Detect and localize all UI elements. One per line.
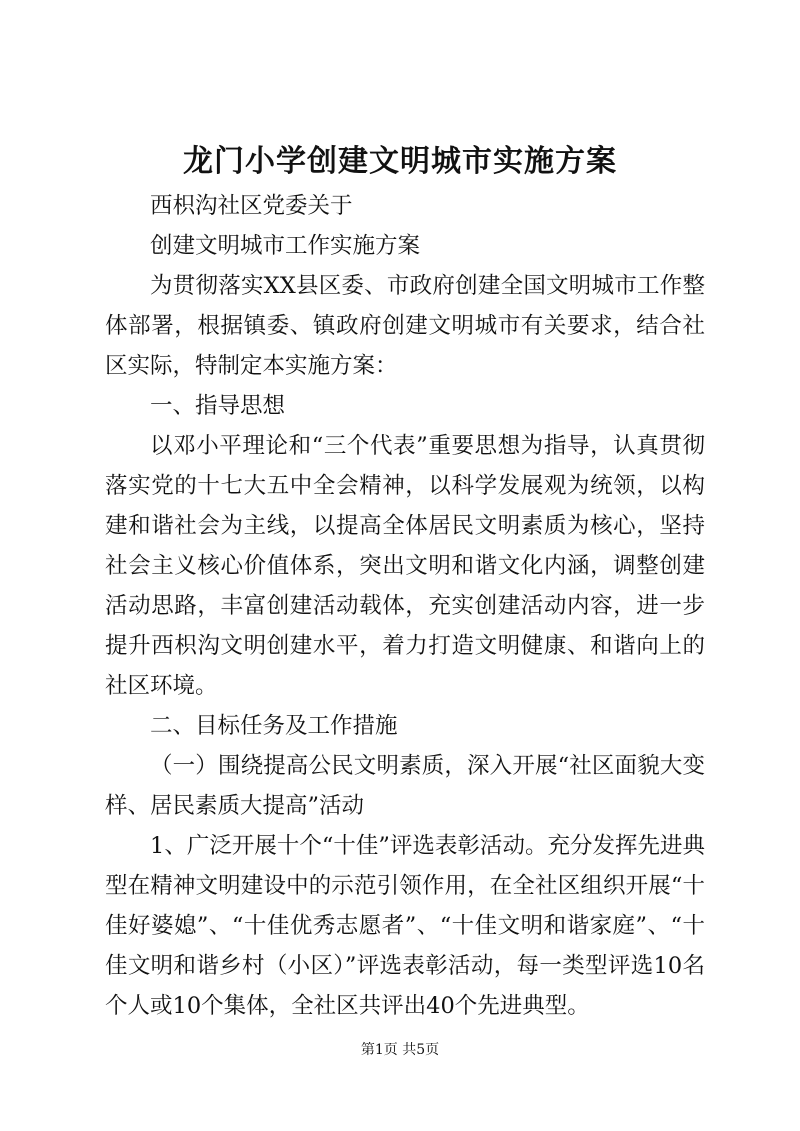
subsection-heading-1: （一）围绕提高公民文明素质，深入开展“社区面貌大变样、居民素质大提高”活动 [105,753,705,819]
section-heading-guiding-ideology: 一、指导思想 [150,393,286,419]
document-title: 龙门小学创建文明城市实施方案 [183,144,617,179]
section-heading-goals: 二、目标任务及工作措施 [150,713,398,739]
paragraph-item-1: 1、广泛开展十个“十佳”评选表彰活动。充分发挥先进典型在精神文明建设中的示范引领作用，在全社区组织开展“十佳好婆媳”、“十佳优秀志愿者”、“十佳文明和谐家庭”、“十佳文明和谐乡村（小区）”评选表彰活动，每一类型评选10名个人或10个集体，全社区共评出40个先进典型。 [105,833,705,1019]
paragraph-guiding-ideology: 以邓小平理论和“三个代表”重要思想为指导，认真贯彻落实党的十七大五中全会精神，以科学发展观为统领，以构建和谐社会为主线，以提高全体居民文明素质为核心，坚持社会主义核心价值体系，突出文明和谐文化内涵，调整创建活动思路，丰富创建活动载体，充实创建活动内容，进一步提升西枳沟文明创建水平，着力打造文明健康、和谐向上的社区环境。 [105,433,705,699]
page-footer: 第1页 共5页 [360,1042,440,1058]
paragraph-heading-line-2: 创建文明城市工作实施方案 [150,233,421,259]
paragraph-heading-line-1: 西枳沟社区党委关于 [150,193,353,219]
document-body [105,186,705,1026]
paragraph-intro: 为贯彻落实XX县区委、市政府创建全国文明城市工作整体部署，根据镇委、镇政府创建文明城市有关要求，结合社区实际，特制定本实施方案： [105,273,705,379]
